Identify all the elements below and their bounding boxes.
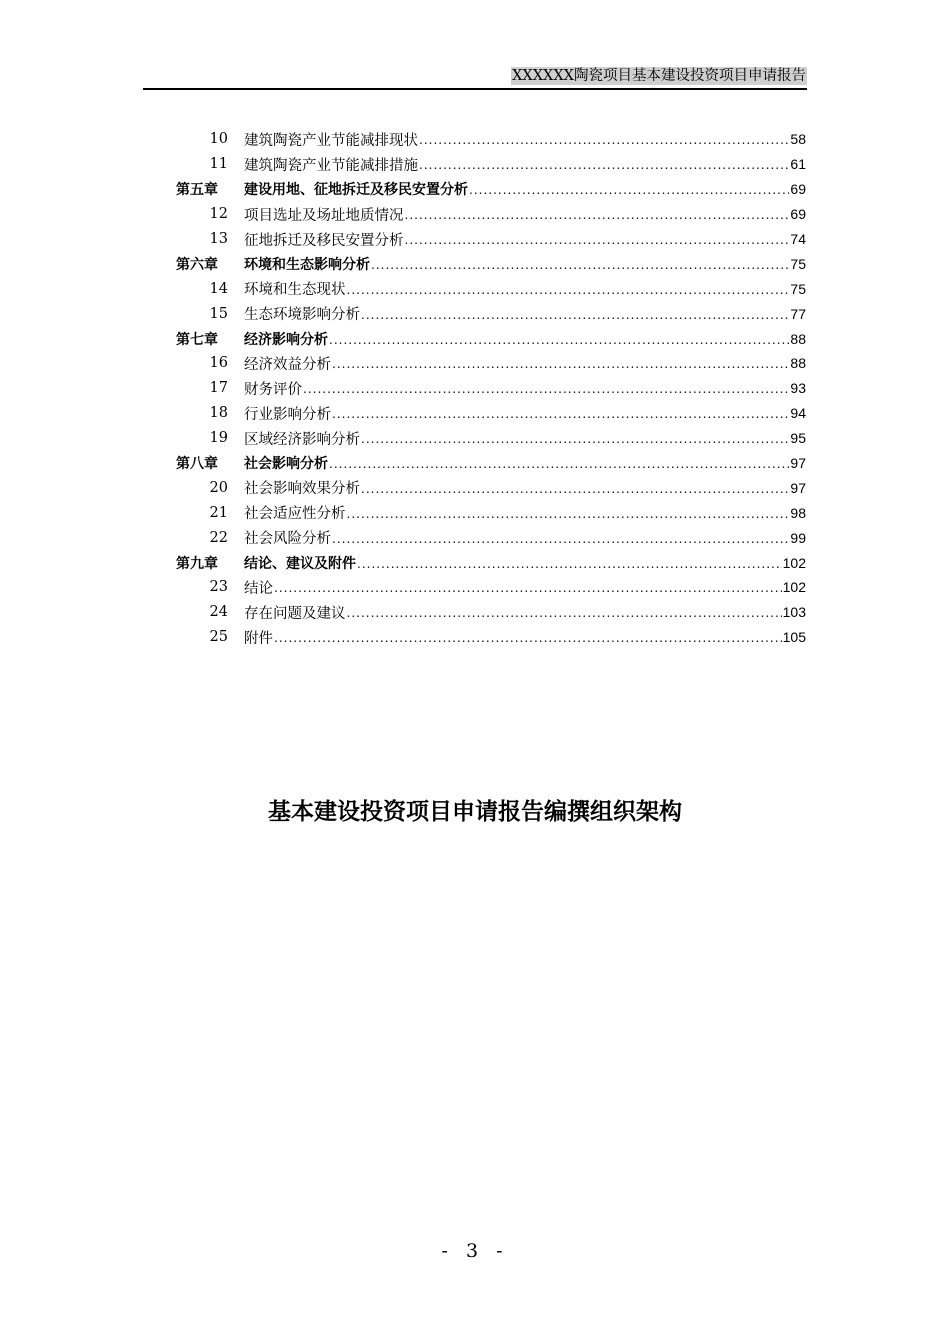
toc-section-row[interactable] — [176, 202, 806, 227]
table-of-contents — [176, 127, 806, 650]
toc-entry-number: 14 — [209, 280, 228, 297]
toc-section-row[interactable] — [176, 475, 806, 500]
toc-leader-dots — [332, 405, 789, 421]
toc-entry-number: 20 — [209, 479, 228, 496]
toc-entry-page: 94 — [790, 405, 806, 422]
toc-entry-number: 11 — [209, 156, 228, 173]
toc-entry-title: 环境和生态现状 — [244, 282, 346, 299]
toc-entry-number: 第八章 — [176, 456, 218, 473]
toc-entry-page: 102 — [782, 554, 806, 571]
toc-entry-title: 建筑陶瓷产业节能减排现状 — [244, 132, 418, 149]
toc-entry-page: 69 — [790, 206, 806, 223]
toc-section-row[interactable] — [176, 127, 806, 152]
toc-section-row[interactable] — [176, 525, 806, 550]
toc-entry-number: 16 — [209, 355, 228, 372]
toc-entry-page: 69 — [790, 181, 806, 198]
toc-entry-page: 105 — [782, 629, 806, 646]
toc-entry-page: 58 — [790, 131, 806, 148]
toc-entry-page: 75 — [790, 255, 806, 272]
toc-section-row[interactable] — [176, 401, 806, 426]
toc-chapter-row[interactable] — [176, 550, 806, 575]
toc-entry-title: 环境和生态影响分析 — [244, 256, 370, 273]
toc-section-row[interactable] — [176, 426, 806, 451]
toc-section-row[interactable] — [176, 376, 806, 401]
toc-entry-number: 13 — [209, 231, 228, 247]
toc-entry-page: 103 — [782, 604, 806, 621]
toc-entry-page: 61 — [790, 156, 806, 173]
toc-entry-title: 经济影响分析 — [244, 331, 328, 348]
toc-entry-number: 19 — [209, 430, 228, 447]
toc-entry-number: 17 — [209, 380, 228, 397]
toc-entry-page: 98 — [790, 504, 806, 521]
toc-entry-page: 99 — [790, 529, 806, 546]
toc-section-row[interactable] — [176, 625, 806, 650]
toc-entry-title: 征地拆迁及移民安置分析 — [244, 232, 404, 249]
toc-entry-title: 结论、建议及附件 — [244, 555, 356, 572]
toc-leader-dots — [357, 555, 782, 571]
toc-leader-dots — [347, 604, 782, 620]
toc-entry-number: 第九章 — [176, 555, 218, 572]
toc-chapter-row[interactable] — [176, 451, 806, 476]
page-header — [143, 64, 807, 90]
toc-leader-dots — [303, 380, 789, 396]
toc-leader-dots — [419, 156, 789, 172]
toc-entry-page: 93 — [790, 380, 806, 397]
toc-leader-dots — [405, 231, 790, 247]
toc-leader-dots — [329, 455, 789, 471]
toc-entry-title: 社会风险分析 — [244, 531, 331, 548]
toc-entry-page: 75 — [790, 280, 806, 297]
toc-entry-page: 88 — [790, 355, 806, 372]
toc-leader-dots — [419, 131, 789, 147]
toc-chapter-row[interactable] — [176, 177, 806, 202]
toc-leader-dots — [361, 430, 789, 446]
header-title: XXXXXX陶瓷项目基本建设投资项目申请报告 — [512, 68, 806, 84]
toc-section-row[interactable] — [176, 152, 806, 177]
toc-leader-dots — [347, 281, 790, 297]
toc-leader-dots — [332, 530, 789, 546]
toc-section-row[interactable] — [176, 575, 806, 600]
toc-entry-page: 102 — [782, 579, 806, 596]
toc-entry-number: 第六章 — [176, 256, 218, 273]
toc-entry-title: 生态环境影响分析 — [244, 307, 360, 324]
toc-leader-dots — [274, 579, 782, 595]
section-heading: 基本建设投资项目申请报告编撰组织架构 — [268, 799, 682, 825]
toc-entry-page: 74 — [790, 231, 806, 247]
toc-entry-number: 24 — [209, 604, 228, 621]
toc-entry-title: 社会适应性分析 — [244, 506, 346, 523]
toc-leader-dots — [405, 206, 790, 222]
toc-entry-title: 社会影响效果分析 — [244, 481, 360, 498]
toc-entry-number: 25 — [209, 629, 228, 646]
toc-section-row[interactable] — [176, 227, 806, 252]
toc-entry-page: 95 — [790, 430, 806, 447]
toc-section-row[interactable] — [176, 276, 806, 301]
toc-entry-number: 第七章 — [176, 331, 218, 348]
page-number: - 3 - — [441, 1240, 509, 1262]
toc-entry-title: 社会影响分析 — [244, 456, 328, 473]
toc-entry-number: 10 — [209, 131, 228, 148]
toc-leader-dots — [371, 256, 789, 272]
toc-section-row[interactable] — [176, 500, 806, 525]
toc-entry-title: 财务评价 — [244, 381, 302, 398]
toc-entry-number: 18 — [209, 405, 228, 422]
toc-leader-dots — [332, 355, 789, 371]
toc-section-row[interactable] — [176, 600, 806, 625]
toc-leader-dots — [274, 629, 782, 645]
toc-entry-title: 项目选址及场址地质情况 — [244, 207, 404, 224]
toc-leader-dots — [329, 331, 789, 347]
toc-leader-dots — [361, 480, 789, 496]
toc-entry-page: 77 — [790, 305, 806, 322]
toc-entry-page: 88 — [790, 330, 806, 347]
toc-section-row[interactable] — [176, 351, 806, 376]
toc-entry-number: 22 — [209, 529, 228, 546]
toc-entry-title: 结论 — [244, 580, 273, 597]
toc-entry-title: 区域经济影响分析 — [244, 431, 360, 448]
toc-entry-title: 附件 — [244, 630, 273, 647]
toc-entry-title: 行业影响分析 — [244, 406, 331, 423]
toc-entry-title: 存在问题及建议 — [244, 605, 346, 622]
toc-entry-page: 97 — [790, 455, 806, 472]
toc-entry-title: 建筑陶瓷产业节能减排措施 — [244, 157, 418, 174]
toc-entry-number: 23 — [209, 579, 228, 596]
toc-chapter-row[interactable] — [176, 326, 806, 351]
toc-entry-number: 15 — [209, 305, 228, 322]
toc-entry-number: 21 — [209, 504, 228, 521]
toc-entry-page: 97 — [790, 479, 806, 496]
toc-leader-dots — [361, 306, 789, 322]
toc-leader-dots — [469, 181, 789, 197]
toc-entry-title: 建设用地、征地拆迁及移民安置分析 — [244, 182, 468, 199]
toc-leader-dots — [347, 505, 790, 521]
toc-section-row[interactable] — [176, 301, 806, 326]
toc-entry-title: 经济效益分析 — [244, 356, 331, 373]
toc-entry-number: 第五章 — [176, 182, 218, 199]
toc-chapter-row[interactable] — [176, 251, 806, 276]
toc-entry-number: 12 — [209, 206, 228, 223]
